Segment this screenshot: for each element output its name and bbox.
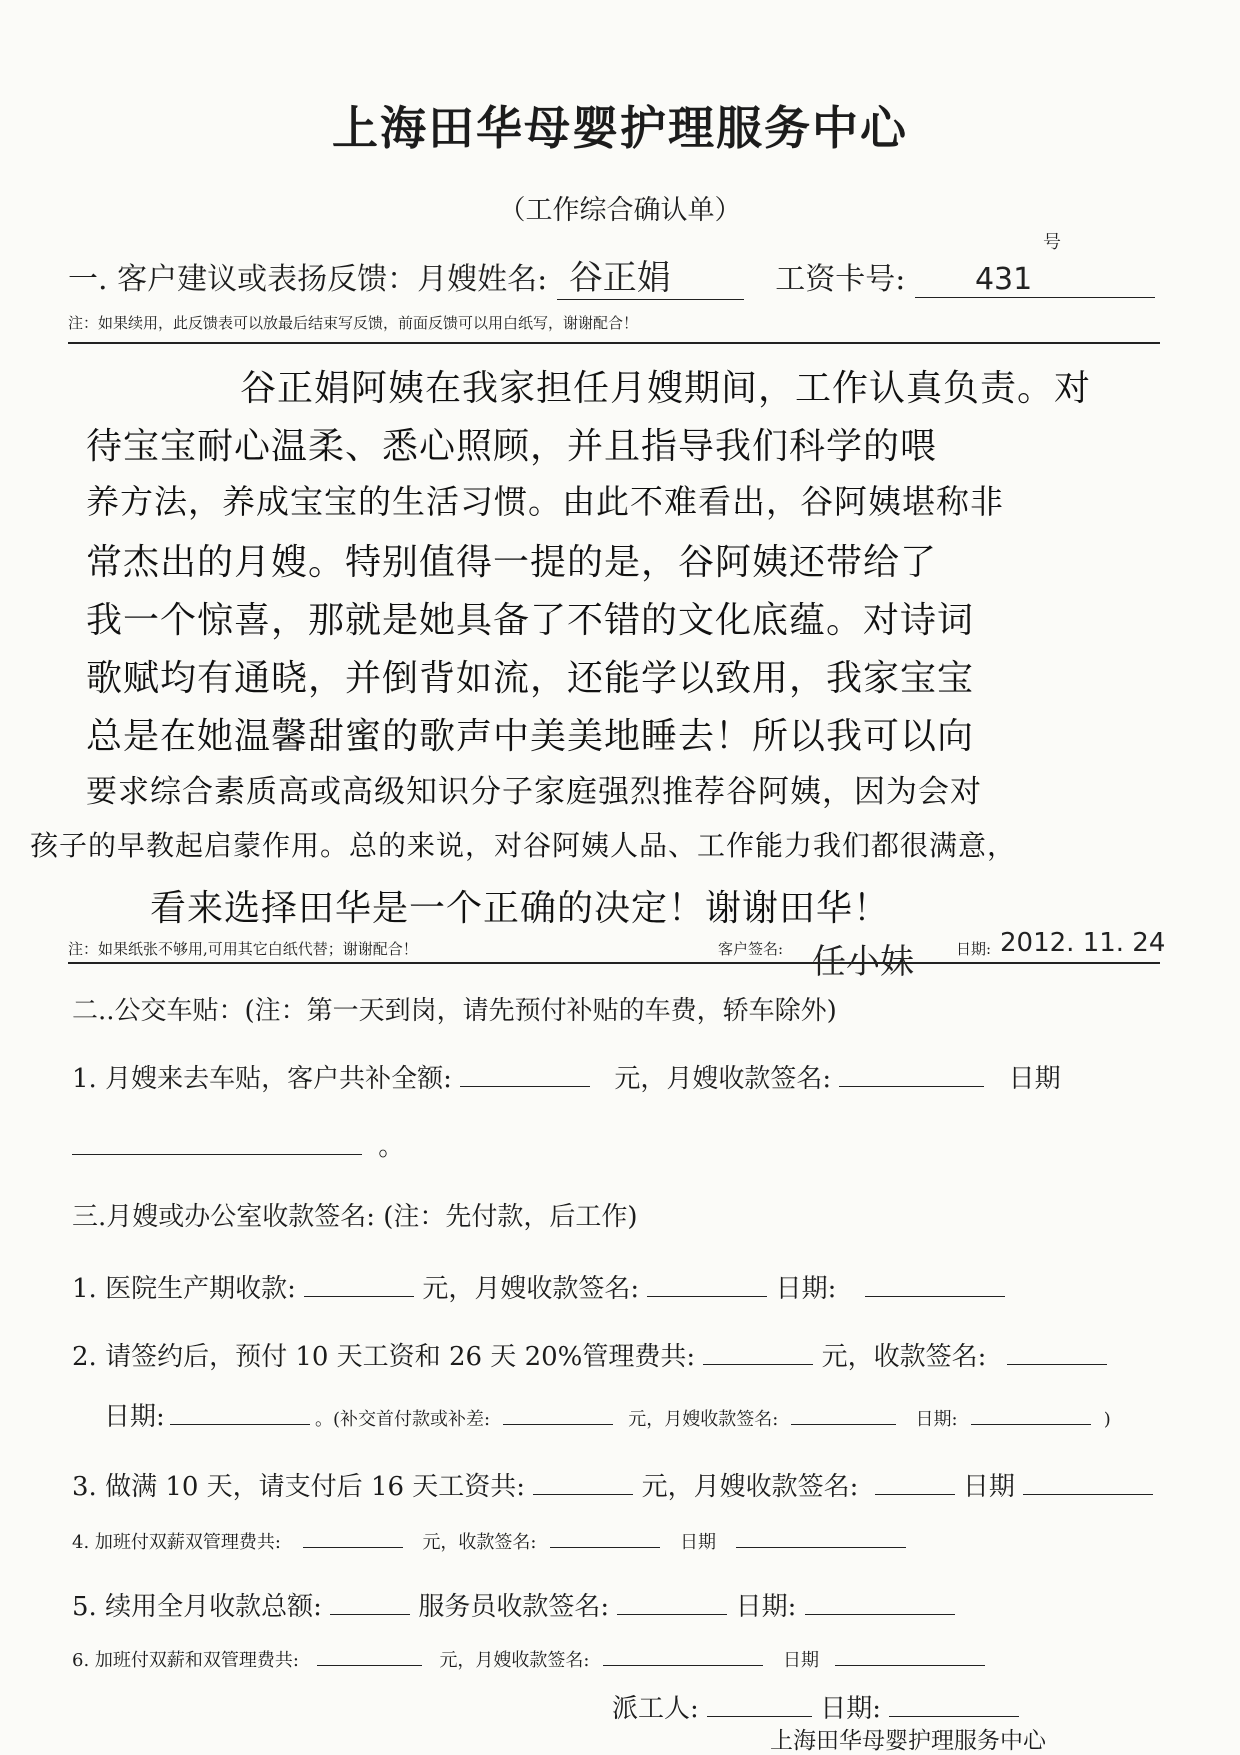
divider-bottom [68, 962, 1160, 964]
topup-label: 。(补交首付款或补差: [314, 1409, 491, 1430]
renewal-sign-field[interactable] [617, 1614, 727, 1615]
hospital-row [72, 1268, 1005, 1305]
renewal-date-field[interactable] [805, 1614, 955, 1615]
feedback-line: 待宝宝耐心温柔、悉心照顾，并且指导我们科学的喂 [86, 426, 938, 467]
topup-amount-field[interactable] [503, 1424, 613, 1425]
feedback-line: 看来选择田华是一个正确的决定！谢谢田华！ [150, 888, 891, 929]
nanny-name-field[interactable]: 谷正娟 [557, 250, 744, 300]
overtime-sign-label: 元，收款签名: [422, 1532, 537, 1553]
hospital-amount-field[interactable] [304, 1296, 414, 1297]
form-title: 上海田华母婴护理服务中心 [332, 101, 908, 155]
section2-label: 二..公交车贴：(注：第一天到岗，请先预付补贴的车费，轿车除外) [72, 996, 837, 1026]
overtime2-sign-label: 元，月嫂收款签名: [439, 1650, 590, 1671]
ten-days-label: 3. 做满 10 天，请支付后 16 天工资共: [72, 1472, 526, 1502]
section1-footer-note: 注：如果纸张不够用,可用其它白纸代替；谢谢配合！ [68, 940, 418, 958]
overtime-date-field[interactable] [736, 1547, 906, 1548]
ten-days-amount-field[interactable] [533, 1494, 633, 1495]
renewal-label: 5. 续用全月收款总额: [72, 1592, 322, 1622]
overtime2-date-label: 日期 [782, 1650, 819, 1671]
client-signature: 任小妹 [812, 942, 914, 982]
bus-amount-field[interactable] [460, 1086, 590, 1087]
prepay-label: 2. 请签约后，预付 10 天工资和 26 天 20%管理费共: [72, 1342, 696, 1372]
section1-note: 注：如果续用，此反馈表可以放最后结束写反馈，前面反馈可以用白纸写，谢谢配合！ [68, 314, 639, 332]
topup-date-field[interactable] [971, 1424, 1091, 1425]
overtime-row [72, 1528, 906, 1554]
card-number-field[interactable] [915, 232, 1155, 298]
dispatch-field[interactable] [707, 1716, 812, 1717]
bus-subsidy-label: 1. 月嫂来去车贴，客户共补全额: [72, 1064, 452, 1094]
client-date: 2012. 11. 24 [1000, 928, 1166, 958]
feedback-line: 孩子的早教起启蒙作用。总的来说，对谷阿姨人品、工作能力我们都很满意， [30, 829, 1017, 862]
bus-subsidy-row [72, 1058, 1061, 1095]
overtime-amount-field[interactable] [303, 1547, 403, 1548]
hospital-sign-label: 元，月嫂收款签名: [422, 1274, 640, 1304]
overtime-label: 4. 加班付双薪双管理费共: [72, 1532, 281, 1553]
overtime2-date-field[interactable] [835, 1665, 985, 1666]
prepay-date-field[interactable] [170, 1424, 310, 1425]
overtime2-label: 6. 加班付双薪和双管理费共: [72, 1650, 299, 1671]
dispatch-row [612, 1688, 1019, 1725]
section1-label: 一. 客户建议或表扬反馈：月嫂姓名: [68, 262, 548, 297]
dispatch-date-field[interactable] [889, 1716, 1019, 1717]
ten-days-row [72, 1466, 1153, 1503]
hospital-label: 1. 医院生产期收款: [72, 1274, 296, 1304]
renewal-row [72, 1586, 955, 1623]
bus-date-label: 日期 [1008, 1064, 1061, 1094]
feedback-line: 养方法，养成宝宝的生活习惯。由此不难看出，谷阿姨堪称非 [86, 482, 1004, 521]
prepay-date-row [104, 1396, 1111, 1433]
divider-top [68, 342, 1160, 344]
bus-date-row [72, 1126, 404, 1163]
card-mark: 号 [1042, 232, 1061, 253]
bus-period: 。 [378, 1132, 405, 1162]
bus-date-field[interactable] [72, 1154, 362, 1155]
prepay-date-label: 日期: [104, 1402, 165, 1432]
section1-header [68, 232, 1155, 300]
ten-days-date-label: 日期 [962, 1472, 1015, 1502]
prepay-row [72, 1336, 1107, 1373]
bus-sign-label: 元，月嫂收款签名: [614, 1064, 832, 1094]
overtime2-amount-field[interactable] [317, 1665, 422, 1666]
client-sign-label: 客户签名: [718, 940, 784, 958]
feedback-line: 常杰出的月嫂。特别值得一提的是，谷阿姨还带给了 [86, 542, 938, 583]
date-label: 日期: [956, 940, 992, 958]
feedback-line: 谷正娟阿姨在我家担任月嫂期间，工作认真负责。对 [240, 368, 1092, 409]
topup-close: ) [1103, 1409, 1111, 1430]
topup-sign-field[interactable] [791, 1424, 896, 1425]
form-subtitle: （工作综合确认单） [498, 195, 742, 226]
hospital-date-label: 日期: [775, 1274, 837, 1304]
renewal-date-label: 日期: [735, 1592, 797, 1622]
card-number: 431 [974, 262, 1033, 297]
section3-label: 三.月嫂或办公室收款签名: (注：先付款，后工作) [72, 1202, 638, 1232]
overtime-date-label: 日期 [679, 1532, 716, 1553]
hospital-sign-field[interactable] [647, 1296, 767, 1297]
feedback-line: 总是在她温馨甜蜜的歌声中美美地睡去！所以我可以向 [86, 716, 975, 757]
renewal-amount-field[interactable] [330, 1614, 410, 1615]
topup-sign-label: 元，月嫂收款签名: [628, 1409, 779, 1430]
hospital-date-field[interactable] [865, 1296, 1005, 1297]
renewal-sign-label: 服务员收款签名: [418, 1592, 610, 1622]
prepay-sign-label: 元，收款签名: [821, 1342, 987, 1372]
prepay-amount-field[interactable] [703, 1364, 813, 1365]
feedback-line: 要求综合素质高或高级知识分子家庭强烈推荐谷阿姨，因为会对 [86, 774, 982, 810]
ten-days-sign-label: 元，月嫂收款签名: [641, 1472, 859, 1502]
dispatch-label: 派工人: [612, 1694, 699, 1724]
overtime2-sign-field[interactable] [603, 1665, 763, 1666]
ten-days-date-field[interactable] [1023, 1494, 1153, 1495]
bus-sign-field[interactable] [839, 1086, 984, 1087]
feedback-line: 歌赋均有通晓，并倒背如流，还能学以致用，我家宝宝 [86, 658, 975, 699]
feedback-line: 我一个惊喜，那就是她具备了不错的文化底蕴。对诗词 [86, 600, 975, 641]
ten-days-sign-field[interactable] [875, 1494, 955, 1495]
overtime-sign-field[interactable] [550, 1547, 660, 1548]
overtime2-row [72, 1646, 985, 1672]
dispatch-date-label: 日期: [820, 1694, 882, 1724]
prepay-sign-field[interactable] [1007, 1364, 1107, 1365]
org-footer: 上海田华母婴护理服务中心 [770, 1728, 1046, 1754]
topup-date-label: 日期: [915, 1409, 958, 1430]
card-label: 工资卡号: [775, 262, 906, 297]
